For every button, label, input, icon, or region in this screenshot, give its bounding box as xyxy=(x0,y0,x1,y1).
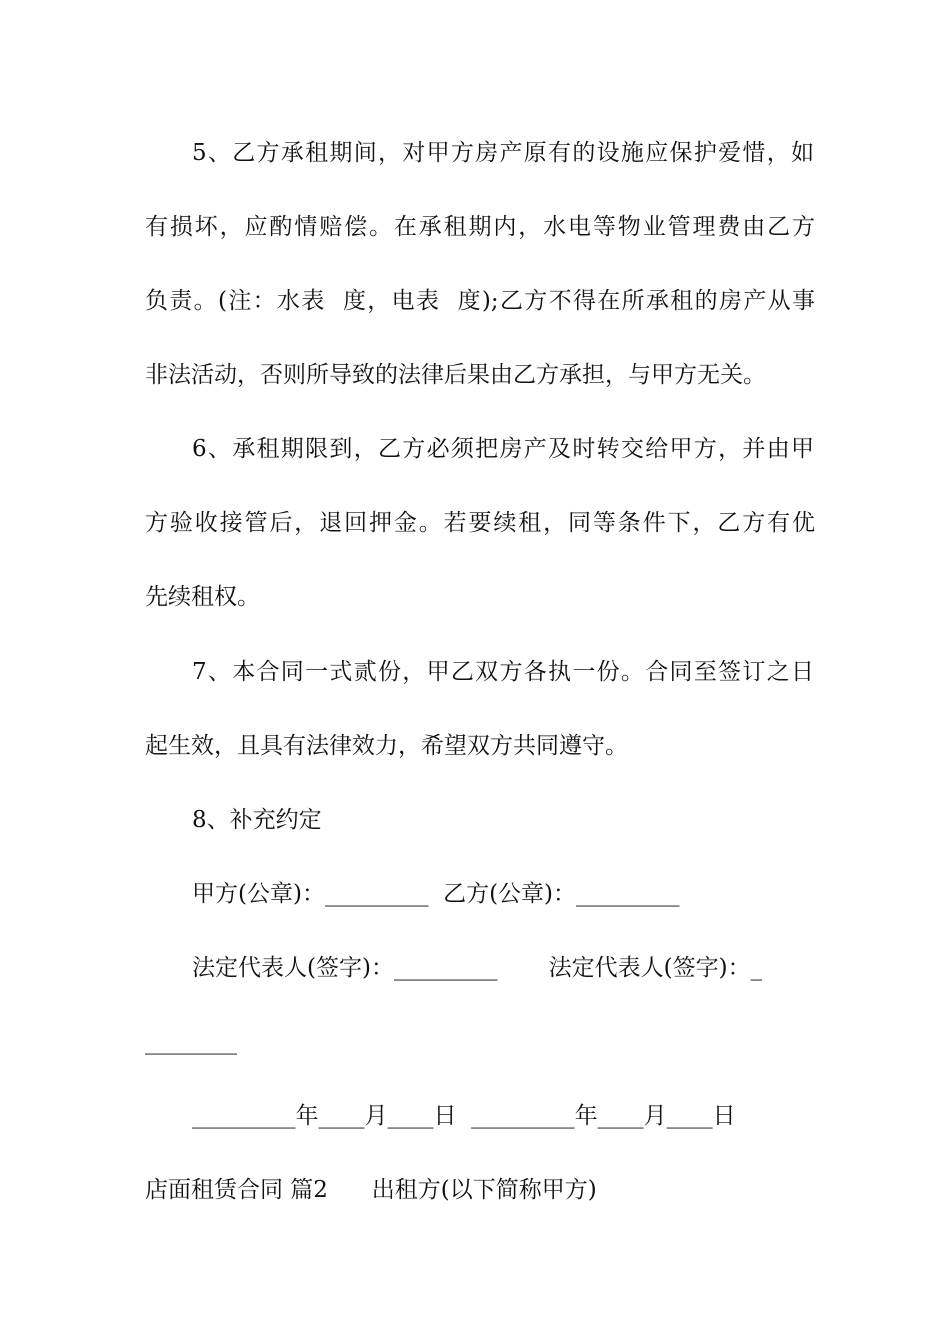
signature-line: 法定代表人(签字)：_________ 法定代表人(签字)：_ xyxy=(192,955,763,981)
next-contract-heading: 店面租赁合同 篇2 出租方(以下简称甲方) xyxy=(145,1177,597,1203)
signature-line-continued: ________ xyxy=(145,1029,237,1055)
clause-7-line-2: 起生效，且具有法律效力，希望双方共同遵守。 xyxy=(145,733,628,759)
clause-7-line-1: 7、本合同一式贰份，甲乙双方各执一份。合同至签订之日 xyxy=(192,659,814,685)
clause-8-heading: 8、补充约定 xyxy=(192,807,322,833)
clause-5-line-2: 有损坏，应酌情赔偿。在承租期内，水电等物业管理费由乙方 xyxy=(145,214,815,240)
clause-6-line-2: 方验收接管后，退回押金。若要续租，同等条件下，乙方有优 xyxy=(145,510,815,536)
clause-5-line-4: 非法活动，否则所导致的法律后果由乙方承担，与甲方无关。 xyxy=(145,362,766,388)
clause-5-line-3: 负责。(注：水表 度，电表 度);乙方不得在所承租的房产从事 xyxy=(145,288,815,314)
clause-5-line-1: 5、乙方承租期间，对甲方房产原有的设施应保护爱惜，如 xyxy=(192,140,814,166)
clause-6-line-3: 先续租权。 xyxy=(145,584,260,610)
date-line: _________年____月____日 _________年____月____日 xyxy=(192,1103,736,1129)
seal-line: 甲方(公章)：_________ 乙方(公章)：_________ xyxy=(192,881,680,907)
clause-6-line-1: 6、承租期限到，乙方必须把房产及时转交给甲方，并由甲 xyxy=(192,436,814,462)
